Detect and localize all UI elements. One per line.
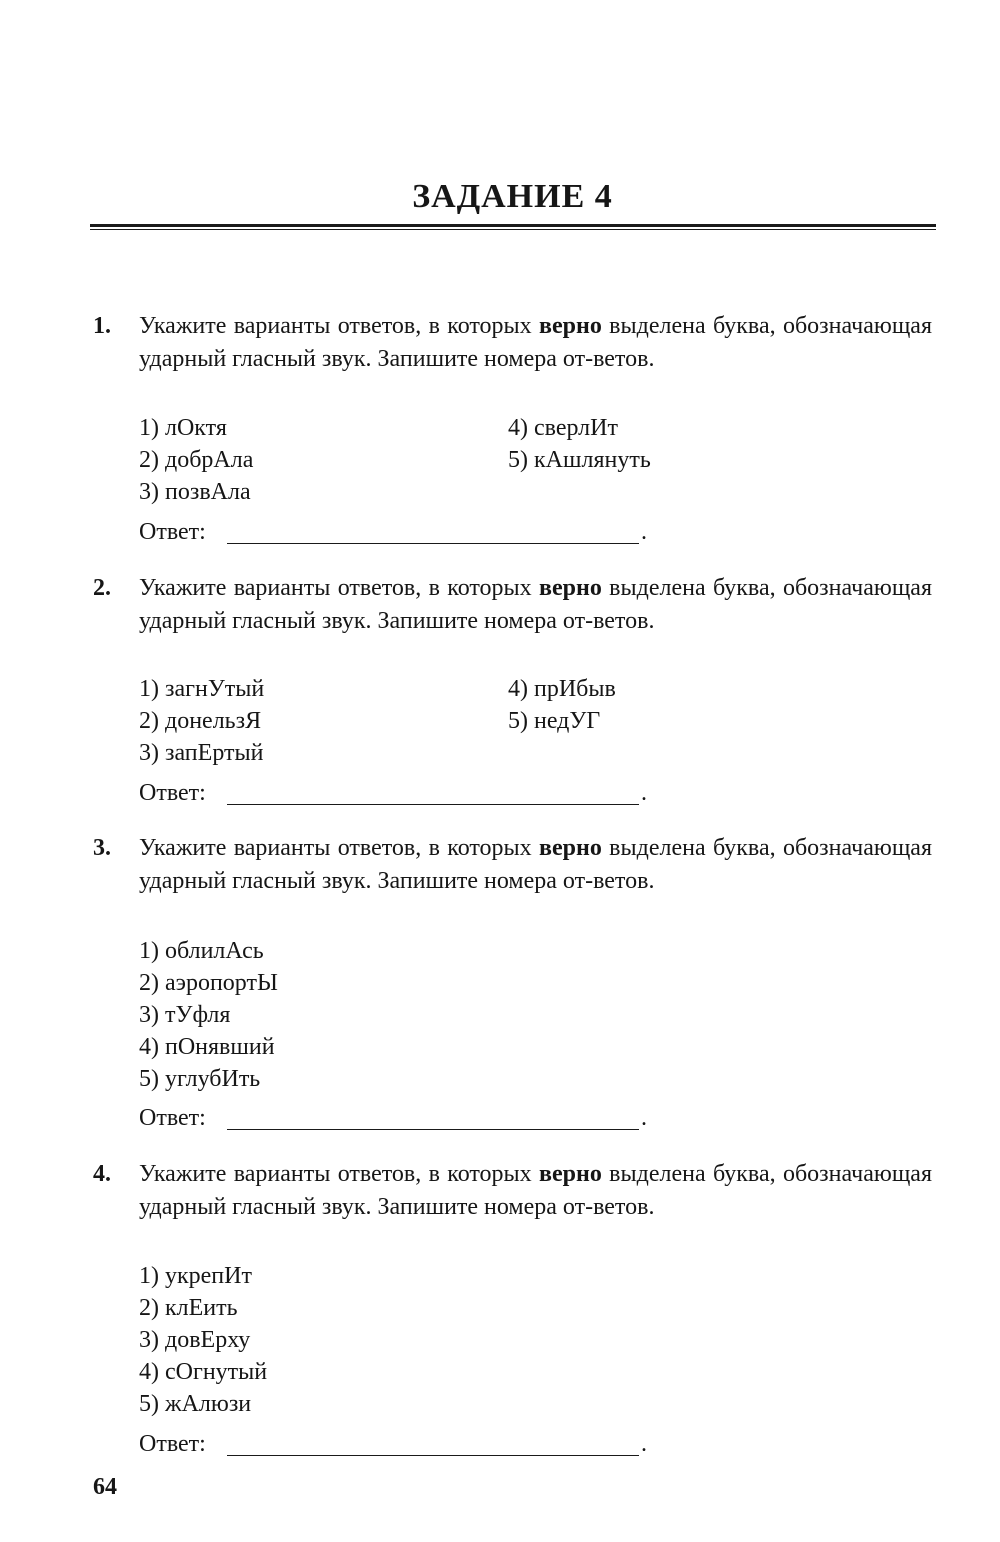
task-number: 1. — [93, 313, 111, 339]
option-2: 2) аэропортЫ — [139, 970, 278, 996]
answer-period: . — [641, 519, 647, 545]
task-question: Укажите варианты ответов, в которых верно выделена буква, обозначающая ударный гласный звук. Запишите номера от-ветов. — [139, 575, 932, 634]
answer-label: Ответ: — [139, 1105, 206, 1131]
answer-field[interactable] — [227, 1129, 639, 1130]
answer-period: . — [641, 1105, 647, 1131]
option-3: 3) позвАла — [139, 479, 251, 505]
option-4: 4) прИбыв — [508, 676, 616, 702]
answer-period: . — [641, 1431, 647, 1457]
option-4: 4) сОгнутый — [139, 1359, 268, 1385]
option-5: 5) недУГ — [508, 708, 601, 734]
option-5: 5) жАлюзи — [139, 1391, 252, 1417]
task-number: 4. — [93, 1161, 111, 1187]
option-3: 3) запЕртый — [139, 740, 264, 766]
answer-field[interactable] — [227, 1455, 639, 1456]
option-4: 4) пОнявший — [139, 1034, 275, 1060]
task-question: Укажите варианты ответов, в которых верно выделена буква, обозначающая ударный гласный звук. Запишите номера от-ветов. — [139, 835, 932, 894]
answer-label: Ответ: — [139, 519, 206, 545]
task-number: 2. — [93, 575, 111, 601]
answer-label: Ответ: — [139, 780, 206, 806]
task-question: Укажите варианты ответов, в которых верно выделена буква, обозначающая ударный гласный звук. Запишите номера от-ветов. — [139, 313, 932, 372]
option-3: 3) довЕрху — [139, 1327, 251, 1353]
task-number: 3. — [93, 835, 111, 861]
task-question: Укажите варианты ответов, в которых верно выделена буква, обозначающая ударный гласный звук. Запишите номера от-ветов. — [139, 1161, 932, 1220]
answer-field[interactable] — [227, 804, 639, 805]
page-title: ЗАДАНИЕ 4 — [412, 178, 613, 215]
title-rule-thick — [90, 224, 936, 227]
answer-label: Ответ: — [139, 1431, 206, 1457]
option-1: 1) облилАсь — [139, 938, 264, 964]
option-1: 1) загнУтый — [139, 676, 265, 702]
answer-period: . — [641, 780, 647, 806]
option-2: 2) донельзЯ — [139, 708, 262, 734]
answer-field[interactable] — [227, 543, 639, 544]
option-4: 4) сверлИт — [508, 415, 618, 441]
option-5: 5) углубИть — [139, 1066, 261, 1092]
page-number: 64 — [93, 1474, 117, 1500]
option-3: 3) тУфля — [139, 1002, 231, 1028]
option-1: 1) лОктя — [139, 415, 227, 441]
option-1: 1) укрепИт — [139, 1263, 252, 1289]
option-2: 2) добрАла — [139, 447, 254, 473]
option-2: 2) клЕить — [139, 1295, 238, 1321]
option-5: 5) кАшлянуть — [508, 447, 651, 473]
title-rule-thin — [90, 229, 936, 230]
